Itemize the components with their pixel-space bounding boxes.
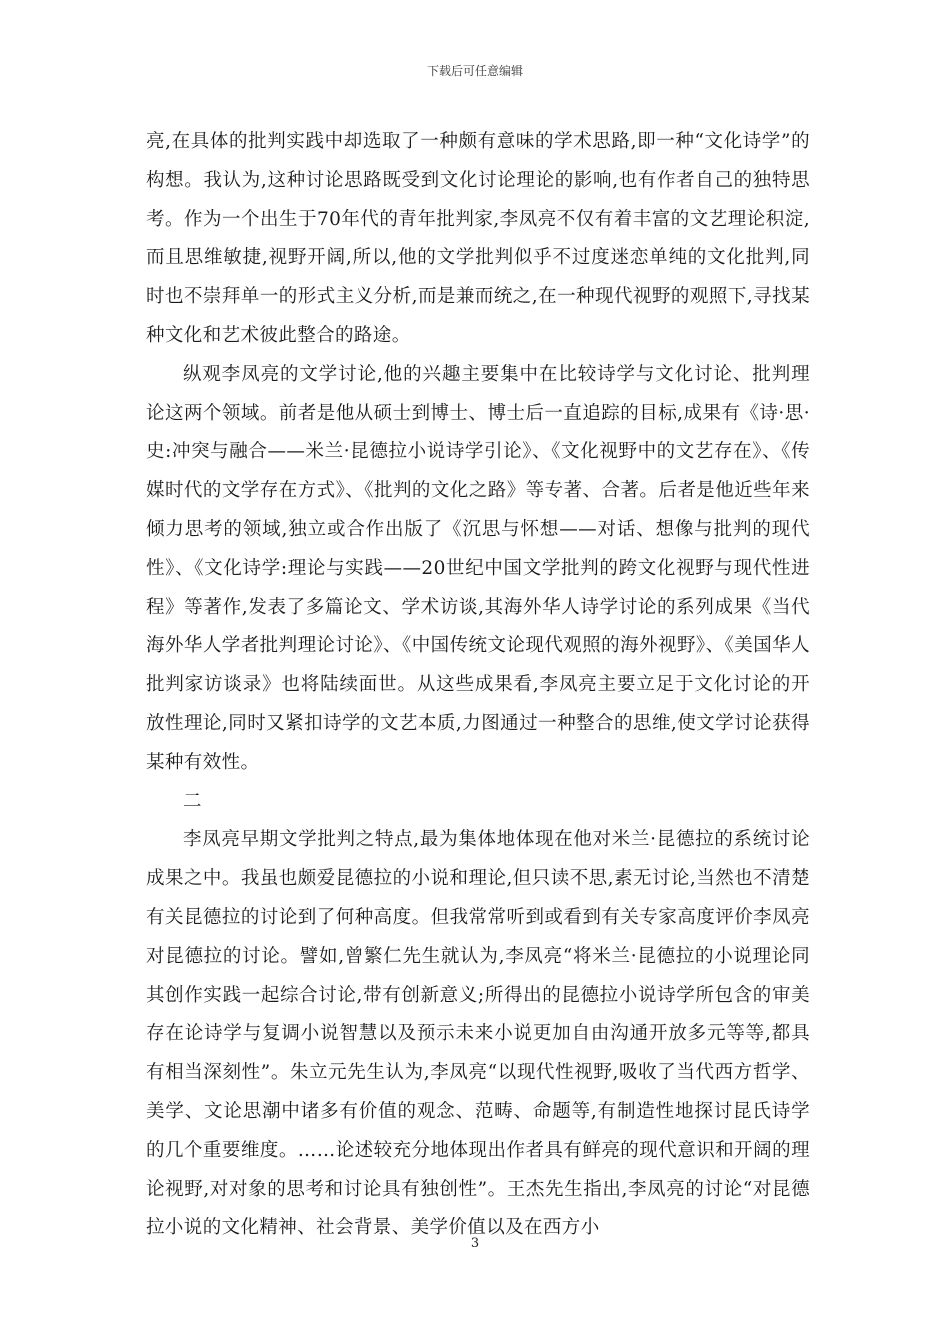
- section-heading: 二: [183, 790, 202, 812]
- paragraph-1: 亮,在具体的批判实践中却选取了一种颇有意味的学术思路,即一种“文化诗学”的构想。我认为,这种讨论思路既受到文化讨论理论的影响,也有作者自己的独特思考。作为一个出生于70年代的青年批判家,李凤亮不仅有着丰富的文艺理论积淀,而且思维敏捷,视野开阔,所以,他的文学批判似乎不过度迷恋单纯的文化批判,同时也不崇拜单一的形式主义分析,而是兼而统之,在一种现代视野的观照下,寻找某种文化和艺术彼此整合的路途。: [146, 131, 810, 346]
- paragraph-2: 纵观李凤亮的文学讨论,他的兴趣主要集中在比较诗学与文化讨论、批判理论这两个领域。前者是他从硕士到博士、博士后一直追踪的目标,成果有《诗·思·史:冲突与融合——米兰·昆德拉小说诗学引论》、《文化视野中的文艺存在》、《传媒时代的文学存在方式》、《批判的文化之路》等专著、合著。后者是他近些年来倾力思考的领域,独立或合作出版了《沉思与怀想——对话、想像与批判的现代性》、《文化诗学:理论与实践——20世纪中国文学批判的跨文化视野与现代性进程》等著作,发表了多篇论文、学术访谈,其海外华人诗学讨论的系列成果《当代海外华人学者批判理论讨论》、《中国传统文论现代观照的海外视野》、《美国华人批判家访谈录》也将陆续面世。从这些成果看,李凤亮主要立足于文化讨论的开放性理论,同时又紧扣诗学的文艺本质,力图通过一种整合的思维,使文学讨论获得某种有效性。: [146, 363, 810, 773]
- page-header: 下载后可任意编辑: [426, 64, 523, 78]
- page-number: 3: [470, 1236, 480, 1251]
- document-body: [146, 123, 810, 1248]
- paragraph-3: 李凤亮早期文学批判之特点,最为集体地体现在他对米兰·昆德拉的系统讨论成果之中。我虽也颇爱昆德拉的小说和理论,但只读不思,素无讨论,当然也不清楚有关昆德拉的讨论到了何种高度。但我常常听到或看到有关专家高度评价李凤亮对昆德拉的讨论。譬如,曾繁仁先生就认为,李凤亮“将米兰·昆德拉的小说理论同其创作实践一起综合讨论,带有创新意义;所得出的昆德拉小说诗学所包含的审美存在论诗学与复调小说智慧以及预示未来小说更加自由沟通开放多元等等,都具有相当深刻性”。朱立元先生认为,李凤亮“以现代性视野,吸收了当代西方哲学、美学、文论思潮中诸多有价值的观念、范畴、命题等,有制造性地探讨昆氏诗学的几个重要维度。……论述较充分地体现出作者具有鲜亮的现代意识和开阔的理论视野,对对象的思考和讨论具有独创性”。王杰先生指出,李凤亮的讨论“对昆德拉小说的文化精神、社会背景、美学价值以及在西方小: [146, 829, 810, 1239]
